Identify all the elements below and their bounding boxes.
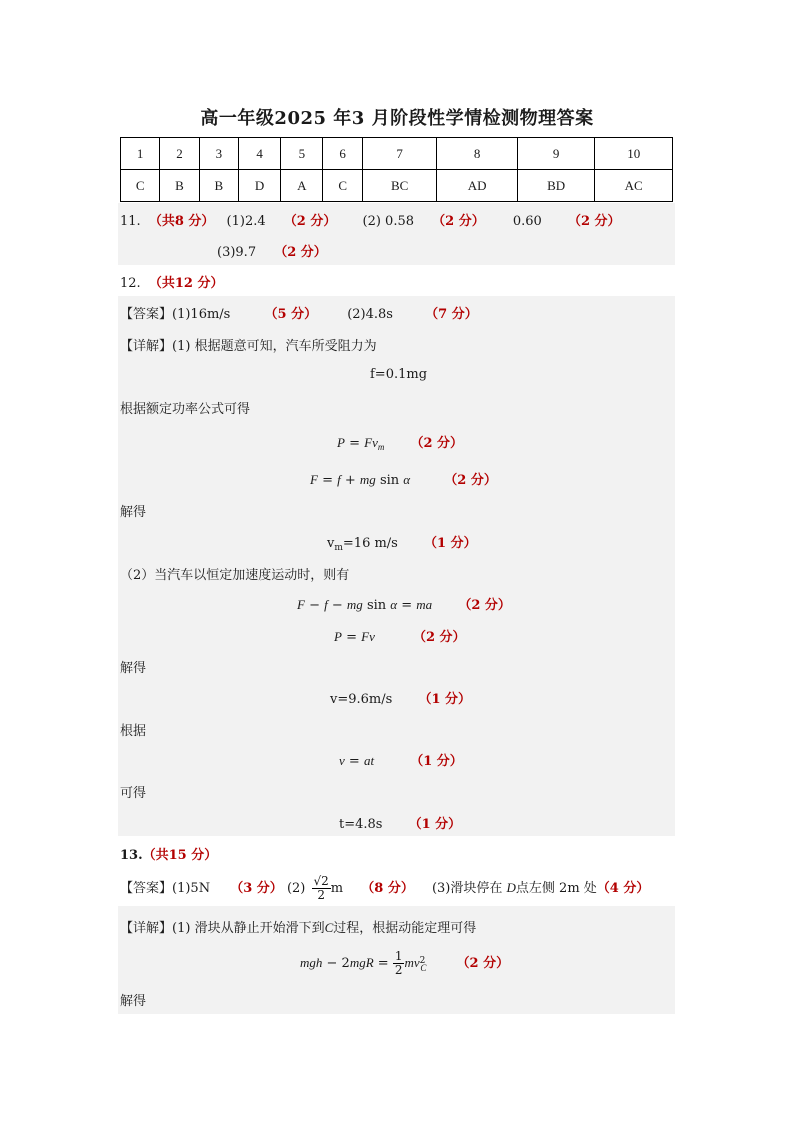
q12-eq-v-score: （1 分）	[418, 692, 472, 707]
q12-eq1-score: （2 分）	[410, 436, 464, 451]
q11-part1: (1)2.4	[226, 214, 266, 229]
q13-number: 13.	[120, 848, 143, 863]
q11-part3: (3)9.7	[217, 245, 257, 260]
answer-cell: AD	[437, 170, 517, 202]
q12-eq-t	[339, 813, 461, 832]
q12-eq2-score: （2 分）	[444, 473, 497, 488]
q12-answer-1-score: （5 分）	[264, 307, 318, 322]
q13-answer-1-score: （3 分）	[230, 881, 283, 896]
q13-answer-2-prefix: (2)	[286, 881, 306, 896]
q12-answer-label: 【答案】	[120, 307, 173, 322]
question-number-cell: 7	[362, 138, 437, 170]
question-number-cell: 2	[160, 138, 199, 170]
q11-line-1	[120, 210, 621, 229]
q12-according: 根据	[120, 724, 147, 739]
q12-answer-1: (1)16m/s	[172, 307, 231, 322]
q13-answer-2-score: （8 分）	[361, 881, 414, 896]
q11-part3-score: （2 分）	[274, 245, 327, 260]
q12-eq-power-max: $P = Fv_m$ （2 分）	[337, 435, 464, 452]
q12-eq-newton: F − f − mg sin α = ma （2 分）	[297, 597, 511, 613]
q12-solve-1: 解得	[120, 505, 147, 520]
q12-answer-2-score: （7 分）	[425, 307, 478, 322]
q11-total-score: （共8 分）	[148, 214, 215, 229]
question-number-row	[121, 138, 673, 170]
q12-eq-force: F = f + mg sin α （2 分）	[310, 472, 497, 488]
answer-cell: BD	[517, 170, 595, 202]
q12-eq-power: P = Fv （2 分）	[334, 629, 466, 645]
q13-answer-3-rest: 点左侧 2m 处	[515, 881, 597, 896]
q11-part2b: 0.60	[512, 214, 542, 229]
answer-cell: D	[238, 170, 280, 202]
q13-answer-3: (3)滑块停在	[431, 881, 503, 896]
page-title: 高一年级2025 年3 月阶段性学情检测物理答案	[200, 108, 594, 129]
q13-answer-line	[120, 868, 649, 908]
q12-eq-t-value: t=4.8s	[339, 817, 383, 832]
q11-number: 11.	[120, 214, 141, 229]
answer-table	[120, 137, 673, 202]
question-number-cell: 6	[323, 138, 362, 170]
q12-rated-power-text: 根据额定功率公式可得	[120, 402, 251, 417]
q11-part2-score: （2 分）	[432, 214, 485, 229]
q12-total-score: （共12 分）	[148, 276, 224, 291]
answer-cell: C	[121, 170, 160, 202]
q13-answer-3-score: （4 分）	[596, 881, 650, 896]
q12-number: 12.	[120, 276, 141, 291]
q13-answer-label: 【答案】	[120, 881, 173, 896]
q12-eq-v	[330, 688, 471, 707]
q11-part2b-score: （2 分）	[567, 214, 621, 229]
q12-eq3-score: （2 分）	[458, 598, 511, 613]
q13-detail-point-c: C	[324, 920, 334, 935]
q13-eq-energy: mgh − 2mgR = $\frac{1}{2}$ $mv^2_C$ （2 分）	[300, 949, 510, 977]
question-number-cell: 10	[595, 138, 673, 170]
q12-eq-vm: $v_m=16$ m/s （1 分）	[327, 536, 477, 553]
q12-eq-vm-value: =16 m/s	[342, 536, 398, 551]
answer-cell: A	[281, 170, 323, 202]
q12-detail-1: (1) 根据题意可知，汽车所受阻力为	[172, 339, 377, 354]
q13-total-score: （共15 分）	[142, 848, 218, 863]
q13-detail-1-rest: 过程，根据动能定理可得	[333, 921, 477, 936]
answer-cell: B	[199, 170, 238, 202]
q12-detail-2: （2）当汽车以恒定加速度运动时，则有	[120, 568, 350, 583]
q12-eq-t-score: （1 分）	[408, 817, 462, 832]
q12-eq5-score: （1 分）	[410, 754, 463, 769]
q12-eq-v-value: v=9.6m/s	[330, 692, 393, 707]
q13-detail-1: (1) 滑块从静止开始滑下到	[172, 921, 325, 936]
question-number-cell: 8	[437, 138, 517, 170]
answer-row	[121, 170, 673, 202]
q13-answer-1: (1)5N	[172, 881, 211, 896]
q13-solve: 解得	[120, 994, 147, 1009]
q12-eq-friction: f=0.1mg	[370, 367, 428, 382]
q11-part2: (2) 0.58	[362, 214, 414, 229]
q12-answer-line	[120, 303, 478, 322]
q13-answer-2-fraction: $\frac{√2}{2}$	[313, 874, 329, 902]
q13-detail-label: 【详解】	[120, 921, 173, 936]
q13-answer-2-unit: m	[330, 881, 344, 896]
q12-eq-vm-score: （1 分）	[424, 536, 477, 551]
q11-part1-score: （2 分）	[283, 214, 337, 229]
q12-detail-label: 【详解】	[120, 339, 173, 354]
q12-answer-2: (2)4.8s	[347, 307, 393, 322]
question-number-cell: 5	[281, 138, 323, 170]
q12-obtain: 可得	[120, 786, 147, 801]
q12-eq-kinematic: v = at （1 分）	[339, 753, 463, 769]
q12-eq4-score: （2 分）	[412, 630, 466, 645]
q13-answer-3-point: D	[506, 880, 516, 895]
answer-cell: BC	[362, 170, 437, 202]
q11-line-2	[217, 241, 327, 260]
q12-header	[120, 272, 223, 291]
question-number-cell: 9	[517, 138, 595, 170]
question-number-cell: 4	[238, 138, 280, 170]
question-number-cell: 1	[121, 138, 160, 170]
question-number-cell: 3	[199, 138, 238, 170]
q13-eq-score: （2 分）	[456, 956, 510, 971]
q13-header	[120, 844, 217, 863]
answer-cell: B	[160, 170, 199, 202]
q13-detail-line	[120, 917, 476, 936]
answer-cell: AC	[595, 170, 673, 202]
answer-cell: C	[323, 170, 362, 202]
q12-detail-line	[120, 335, 377, 354]
q12-solve-2: 解得	[120, 661, 147, 676]
